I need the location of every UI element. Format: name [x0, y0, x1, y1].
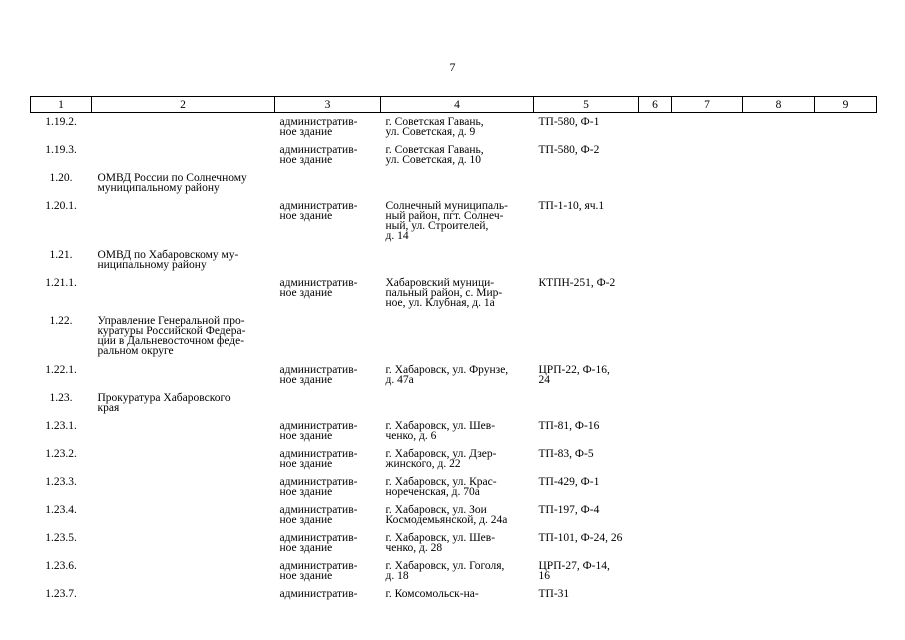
empty-cell-cell: [815, 389, 877, 417]
row-number-cell: [31, 274, 92, 312]
row-number-cell: [31, 312, 92, 361]
empty-cell-cell: [815, 169, 877, 197]
column-header: 6: [639, 97, 672, 113]
row-number-cell: [31, 197, 92, 246]
row-number: 1.23.4.: [45, 503, 77, 516]
empty-cell-cell: [743, 113, 815, 141]
empty-cell-cell: [743, 169, 815, 197]
empty-cell-cell: [639, 557, 672, 585]
table-row: [31, 389, 877, 417]
empty-cell-cell: [815, 246, 877, 274]
row-number: 1.19.2.: [45, 116, 77, 128]
object-address-cell: [381, 417, 534, 445]
organization-name-cell: [92, 361, 275, 389]
power-supply: ЦРП-27, Ф-14, 16: [538, 559, 610, 582]
power-supply: ТП-83, Ф-5: [538, 447, 594, 460]
empty-cell-cell: [743, 557, 815, 585]
empty-cell-cell: [672, 113, 743, 141]
object-type-cell: [275, 473, 381, 501]
empty-cell-cell: [639, 585, 672, 603]
empty-cell-cell: [639, 141, 672, 169]
object-address-cell: [381, 141, 534, 169]
row-number-cell: [31, 473, 92, 501]
table-row: [31, 169, 877, 197]
row-number-cell: [31, 169, 92, 197]
row-number: 1.23.1.: [45, 419, 77, 432]
empty-cell-cell: [815, 141, 877, 169]
row-number: 1.19.3.: [45, 143, 77, 156]
row-number: 1.23.5.: [45, 531, 77, 544]
table-row: [31, 417, 877, 445]
empty-cell-cell: [639, 501, 672, 529]
object-type-cell: [275, 557, 381, 585]
empty-cell-cell: [743, 274, 815, 312]
table-row: [31, 113, 877, 141]
organization-name-cell: [92, 169, 275, 197]
power-supply-cell: [534, 141, 639, 169]
organization-name-cell: [92, 197, 275, 246]
object-type-cell: [275, 312, 381, 361]
row-number-cell: [31, 557, 92, 585]
empty-cell-cell: [743, 501, 815, 529]
row-number: 1.21.1.: [45, 276, 77, 289]
empty-cell-cell: [815, 585, 877, 603]
object-address-cell: [381, 197, 534, 246]
row-number: 1.23.: [49, 391, 73, 404]
organization-name-cell: [92, 113, 275, 141]
object-address: г. Комсомольск-на-: [385, 587, 479, 600]
page-number: 7: [449, 60, 456, 74]
object-address: г. Хабаровск, ул. Фрунзе, д. 47а: [385, 363, 509, 386]
power-supply: ТП-31: [538, 587, 570, 600]
empty-cell-cell: [672, 501, 743, 529]
row-number-cell: [31, 246, 92, 274]
empty-cell-cell: [815, 445, 877, 473]
organization-name-cell: [92, 141, 275, 169]
table-row: [31, 473, 877, 501]
empty-cell-cell: [672, 473, 743, 501]
object-address: г. Хабаровск, ул. Зои Космодемьянской, д. 24а: [385, 503, 508, 526]
object-type: административ- ное здание: [279, 116, 358, 138]
object-address-cell: [381, 445, 534, 473]
power-supply: ТП-580, Ф-1: [538, 116, 600, 128]
row-number-cell: [31, 417, 92, 445]
row-number: 1.23.6.: [45, 559, 77, 572]
object-address-cell: [381, 169, 534, 197]
column-header: 9: [815, 97, 877, 113]
empty-cell-cell: [672, 445, 743, 473]
table-row: [31, 529, 877, 557]
organization-name: ОМВД России по Солнечному муниципальному району: [97, 171, 247, 194]
empty-cell-cell: [743, 246, 815, 274]
organization-name-cell: [92, 473, 275, 501]
empty-cell-cell: [639, 312, 672, 361]
empty-cell-cell: [639, 417, 672, 445]
table-row: [31, 501, 877, 529]
power-supply-cell: [534, 389, 639, 417]
empty-cell-cell: [639, 246, 672, 274]
power-supply: ТП-101, Ф-24, 26: [538, 531, 623, 544]
empty-cell-cell: [639, 169, 672, 197]
object-type: административ- ное здание: [279, 503, 358, 526]
object-address: г. Хабаровск, ул. Шев- ченко, д. 28: [385, 531, 496, 554]
organization-name-cell: [92, 312, 275, 361]
object-type: административ- ное здание: [279, 475, 358, 498]
empty-cell-cell: [743, 361, 815, 389]
object-type-cell: [275, 529, 381, 557]
object-type: административ- ное здание: [279, 199, 358, 222]
power-supply-cell: [534, 274, 639, 312]
table-row: [31, 445, 877, 473]
empty-cell-cell: [743, 417, 815, 445]
object-type-cell: [275, 169, 381, 197]
object-address: г. Хабаровск, ул. Гоголя, д. 18: [385, 559, 505, 582]
empty-cell-cell: [815, 473, 877, 501]
empty-cell-cell: [639, 473, 672, 501]
table-row: [31, 246, 877, 274]
empty-cell-cell: [672, 312, 743, 361]
organization-name: Управление Генеральной про- куратуры Российской Федера- ции в Дальневосточном феде- ральном округе: [97, 314, 246, 357]
object-address-cell: [381, 274, 534, 312]
organization-name-cell: [92, 445, 275, 473]
object-address-cell: [381, 501, 534, 529]
power-supply: ТП-81, Ф-16: [538, 419, 600, 432]
object-type: административ- ное здание: [279, 143, 358, 166]
organization-name: ОМВД по Хабаровскому му- ниципальному району: [97, 248, 239, 271]
row-number: 1.23.3.: [45, 475, 77, 488]
column-header: 4: [381, 97, 534, 113]
empty-cell-cell: [743, 312, 815, 361]
object-type-cell: [275, 246, 381, 274]
empty-cell-cell: [815, 417, 877, 445]
empty-cell-cell: [672, 585, 743, 603]
row-number-cell: [31, 361, 92, 389]
object-type-cell: [275, 445, 381, 473]
power-supply: ТП-429, Ф-1: [538, 475, 600, 488]
power-supply-cell: [534, 417, 639, 445]
object-type-cell: [275, 389, 381, 417]
row-number: 1.22.: [49, 314, 73, 327]
object-type: административ- ное здание: [279, 419, 358, 442]
object-address: Хабаровский муници- пальный район, с. Мир- ное, ул. Клубная, д. 1а: [385, 276, 503, 309]
organization-name-cell: [92, 529, 275, 557]
object-type-cell: [275, 197, 381, 246]
power-supply-cell: [534, 501, 639, 529]
object-type-cell: [275, 585, 381, 603]
empty-cell-cell: [639, 361, 672, 389]
empty-cell-cell: [743, 197, 815, 246]
object-address-cell: [381, 246, 534, 274]
object-address-cell: [381, 312, 534, 361]
object-type-cell: [275, 501, 381, 529]
power-supply: ТП-580, Ф-2: [538, 143, 600, 156]
object-type-cell: [275, 274, 381, 312]
table-row: [31, 197, 877, 246]
column-number-header: [31, 97, 877, 113]
object-type: административ- ное здание: [279, 447, 358, 470]
row-number: 1.21.: [49, 248, 73, 261]
object-type-cell: [275, 141, 381, 169]
row-number-cell: [31, 113, 92, 141]
object-address-cell: [381, 113, 534, 141]
row-number-cell: [31, 445, 92, 473]
empty-cell-cell: [672, 274, 743, 312]
empty-cell-cell: [815, 197, 877, 246]
power-supply-cell: [534, 312, 639, 361]
empty-cell-cell: [639, 389, 672, 417]
organization-name: Прокуратура Хабаровского края: [97, 391, 231, 414]
empty-cell-cell: [743, 445, 815, 473]
row-number: 1.22.1.: [45, 363, 77, 376]
object-address: г. Советская Гавань, ул. Советская, д. 10: [385, 143, 484, 166]
object-type-cell: [275, 361, 381, 389]
empty-cell-cell: [815, 113, 877, 141]
object-address: г. Хабаровск, ул. Крас- нореченская, д. 70а: [385, 475, 497, 498]
row-number-cell: [31, 389, 92, 417]
empty-cell-cell: [672, 389, 743, 417]
empty-cell-cell: [815, 274, 877, 312]
object-type: административ- ное здание: [279, 559, 358, 582]
object-address: г. Советская Гавань, ул. Советская, д. 9: [385, 116, 484, 138]
row-number-cell: [31, 585, 92, 603]
power-supply-cell: [534, 169, 639, 197]
empty-cell-cell: [815, 501, 877, 529]
organization-name-cell: [92, 501, 275, 529]
empty-cell-cell: [639, 274, 672, 312]
power-supply: КТПН-251, Ф-2: [538, 276, 616, 289]
organization-name-cell: [92, 417, 275, 445]
empty-cell-cell: [743, 585, 815, 603]
column-header: 5: [534, 97, 639, 113]
power-supply: ТП-1-10, яч.1: [538, 199, 605, 212]
table-row: [31, 312, 877, 361]
power-supply-cell: [534, 246, 639, 274]
power-supply-cell: [534, 197, 639, 246]
row-number: 1.23.7.: [45, 587, 77, 600]
table-row: [31, 141, 877, 169]
empty-cell-cell: [815, 312, 877, 361]
empty-cell-cell: [672, 417, 743, 445]
organization-name-cell: [92, 557, 275, 585]
power-supply-cell: [534, 557, 639, 585]
object-type: административ- ное здание: [279, 363, 358, 386]
table-row: [31, 361, 877, 389]
empty-cell-cell: [672, 141, 743, 169]
row-number: 1.23.2.: [45, 447, 77, 460]
power-supply-cell: [534, 473, 639, 501]
object-address-cell: [381, 473, 534, 501]
object-address-cell: [381, 529, 534, 557]
empty-cell-cell: [639, 113, 672, 141]
table-row: [31, 557, 877, 585]
empty-cell-cell: [672, 361, 743, 389]
column-header: 2: [92, 97, 275, 113]
row-number-cell: [31, 529, 92, 557]
empty-cell-cell: [815, 529, 877, 557]
object-address-cell: [381, 361, 534, 389]
empty-cell-cell: [672, 557, 743, 585]
object-type: административ-: [279, 587, 358, 600]
power-supply: ТП-197, Ф-4: [538, 503, 600, 516]
object-address-cell: [381, 557, 534, 585]
empty-cell-cell: [672, 529, 743, 557]
organization-name-cell: [92, 585, 275, 603]
empty-cell-cell: [815, 557, 877, 585]
empty-cell-cell: [815, 361, 877, 389]
object-type: административ- ное здание: [279, 276, 358, 299]
row-number: 1.20.: [49, 171, 73, 184]
empty-cell-cell: [672, 246, 743, 274]
power-supply-cell: [534, 529, 639, 557]
empty-cell-cell: [639, 197, 672, 246]
power-supply-cell: [534, 113, 639, 141]
power-supply-cell: [534, 585, 639, 603]
row-number-cell: [31, 141, 92, 169]
power-supply-cell: [534, 445, 639, 473]
power-supply-cell: [534, 361, 639, 389]
empty-cell-cell: [639, 529, 672, 557]
power-supply: ЦРП-22, Ф-16, 24: [538, 363, 610, 386]
empty-cell-cell: [672, 169, 743, 197]
facilities-table: [30, 96, 877, 603]
organization-name-cell: [92, 246, 275, 274]
object-address: г. Хабаровск, ул. Шев- ченко, д. 6: [385, 419, 496, 442]
empty-cell-cell: [743, 529, 815, 557]
row-number: 1.20.1.: [45, 199, 77, 212]
table-row: [31, 274, 877, 312]
column-header: 8: [743, 97, 815, 113]
table-body: [31, 113, 877, 603]
organization-name-cell: [92, 274, 275, 312]
object-type-cell: [275, 417, 381, 445]
table-row: [31, 585, 877, 603]
object-address-cell: [381, 389, 534, 417]
empty-cell-cell: [639, 445, 672, 473]
column-header: 3: [275, 97, 381, 113]
empty-cell-cell: [672, 197, 743, 246]
object-address: Солнечный муниципаль- ный район, пгт. Солнеч- ный, ул. Строителей, д. 14: [385, 199, 508, 242]
empty-cell-cell: [743, 389, 815, 417]
empty-cell-cell: [743, 473, 815, 501]
column-header: 1: [31, 97, 92, 113]
object-address: г. Хабаровск, ул. Дзер- жинского, д. 22: [385, 447, 497, 470]
column-header: 7: [672, 97, 743, 113]
object-address-cell: [381, 585, 534, 603]
object-type-cell: [275, 113, 381, 141]
organization-name-cell: [92, 389, 275, 417]
row-number-cell: [31, 501, 92, 529]
empty-cell-cell: [743, 141, 815, 169]
object-type: административ- ное здание: [279, 531, 358, 554]
